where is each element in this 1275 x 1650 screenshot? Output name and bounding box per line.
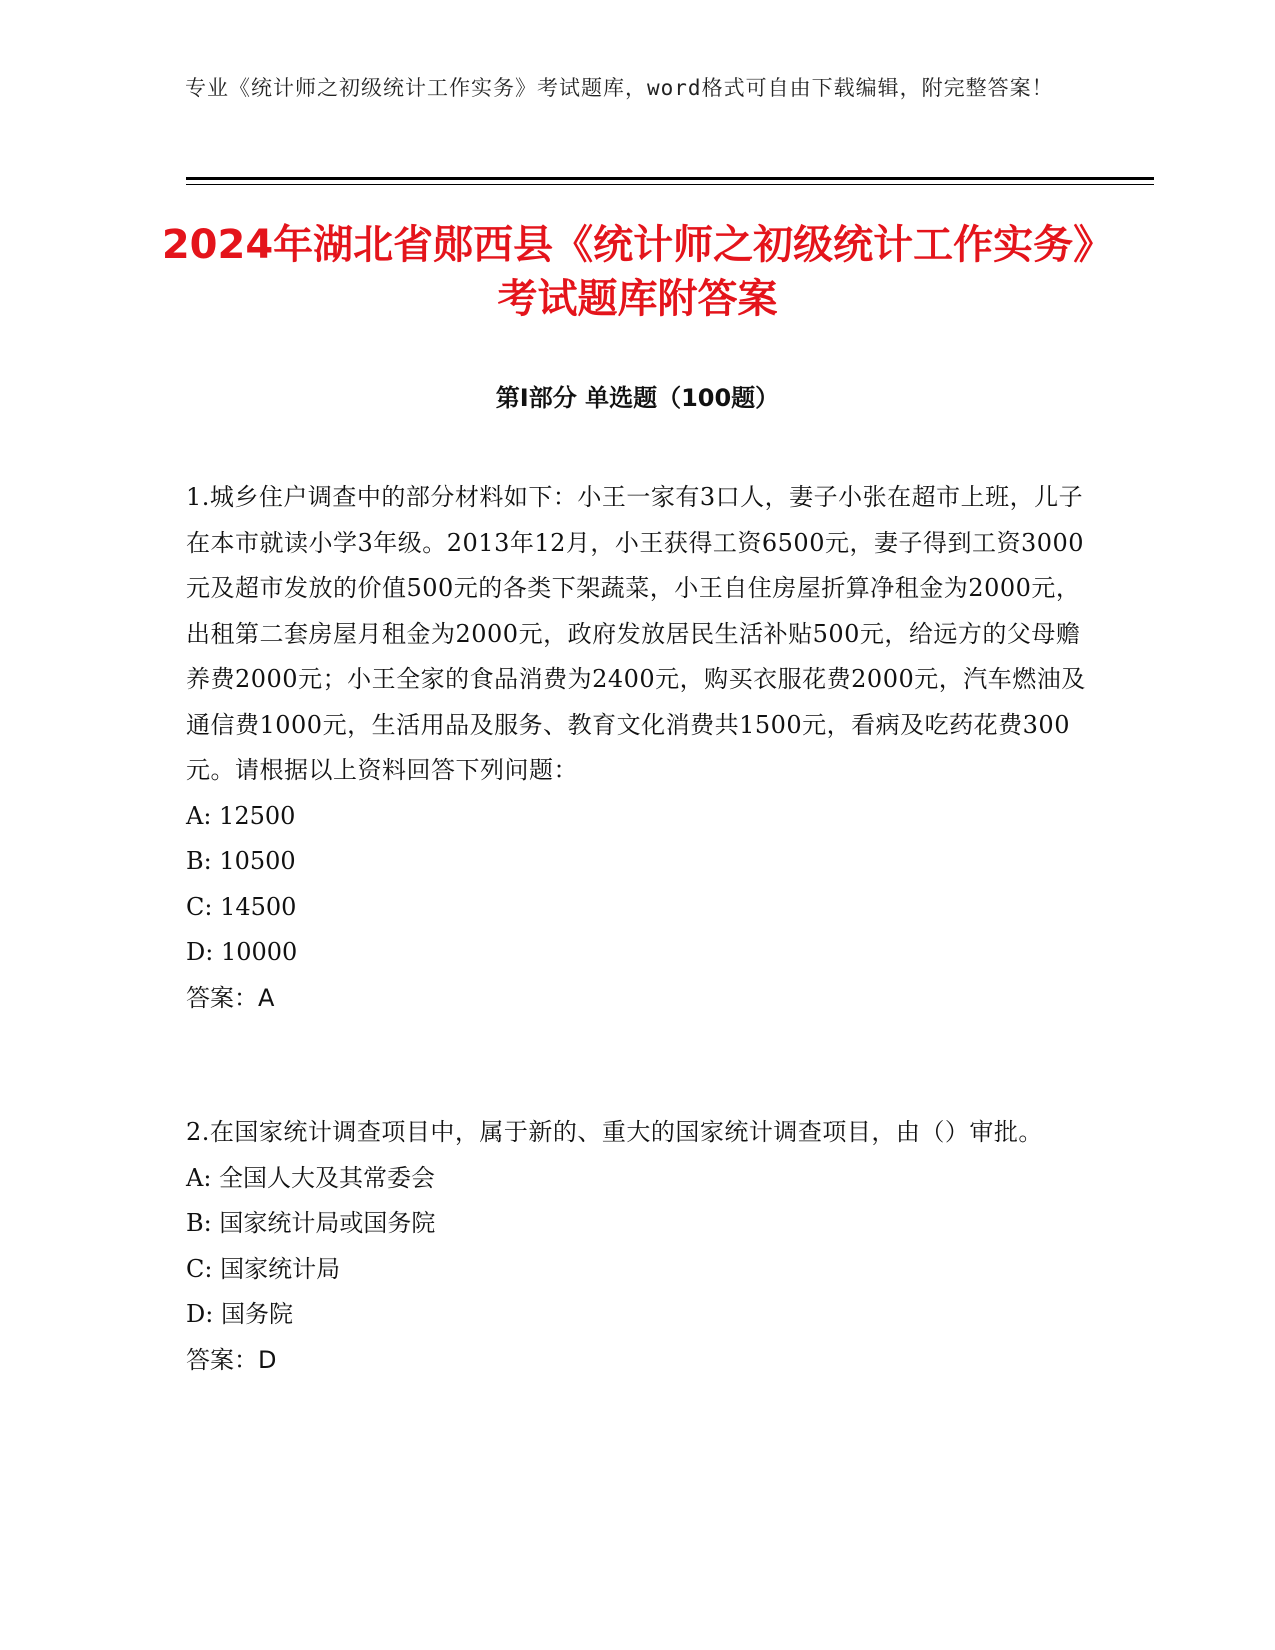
document-title: 2024年湖北省郧西县《统计师之初级统计工作实务》考试题库附答案 (161, 222, 1114, 322)
answer-line: 答案：A (186, 983, 275, 1012)
question-stem: 1.城乡住户调查中的部分材料如下：小王一家有3口人，妻子小张在超市上班，儿子在本市就读小学3年级。2013年12月，小王获得工资6500元，妻子得到工资3000元及超市发放的价值500元的各类下架蔬菜，小王自住房屋折算净租金为2000元，出租第二套房屋月租金为2000元，政府发放居民生活补贴500元，给远方的父母赡养费2000元；小王全家的食品消费为2400元，购买衣服花费2000元，汽车燃油及通信费1000元，生活用品及服务、教育文化消费共1500元，看病及吃药花费300元。请根据以上资料回答下列问题： (186, 483, 1086, 784)
header-divider-thin (186, 184, 1154, 185)
option-b: B: 国家统计局或国务院 (186, 1209, 436, 1237)
question-stem: 2.在国家统计调查项目中，属于新的、重大的国家统计调查项目，由（）审批。 (186, 1118, 1043, 1146)
option-c: C: 国家统计局 (186, 1254, 341, 1283)
header-divider-thick (186, 177, 1154, 180)
option-b: B: 10500 (186, 847, 296, 875)
question-1 (186, 475, 1086, 1021)
option-d: D: 国务院 (186, 1300, 293, 1328)
header-note: 专业《统计师之初级统计工作实务》考试题库，word格式可自由下载编辑，附完整答案！ (185, 76, 1054, 100)
section-title: 第Ⅰ部分 单选题（100题） (495, 384, 780, 412)
answer-line: 答案：D (186, 1345, 277, 1374)
option-a: A: 12500 (186, 801, 296, 830)
option-c: C: 14500 (186, 892, 297, 921)
question-2 (186, 1110, 1086, 1383)
option-d: D: 10000 (186, 938, 298, 966)
option-a: A: 全国人大及其常委会 (186, 1163, 436, 1192)
